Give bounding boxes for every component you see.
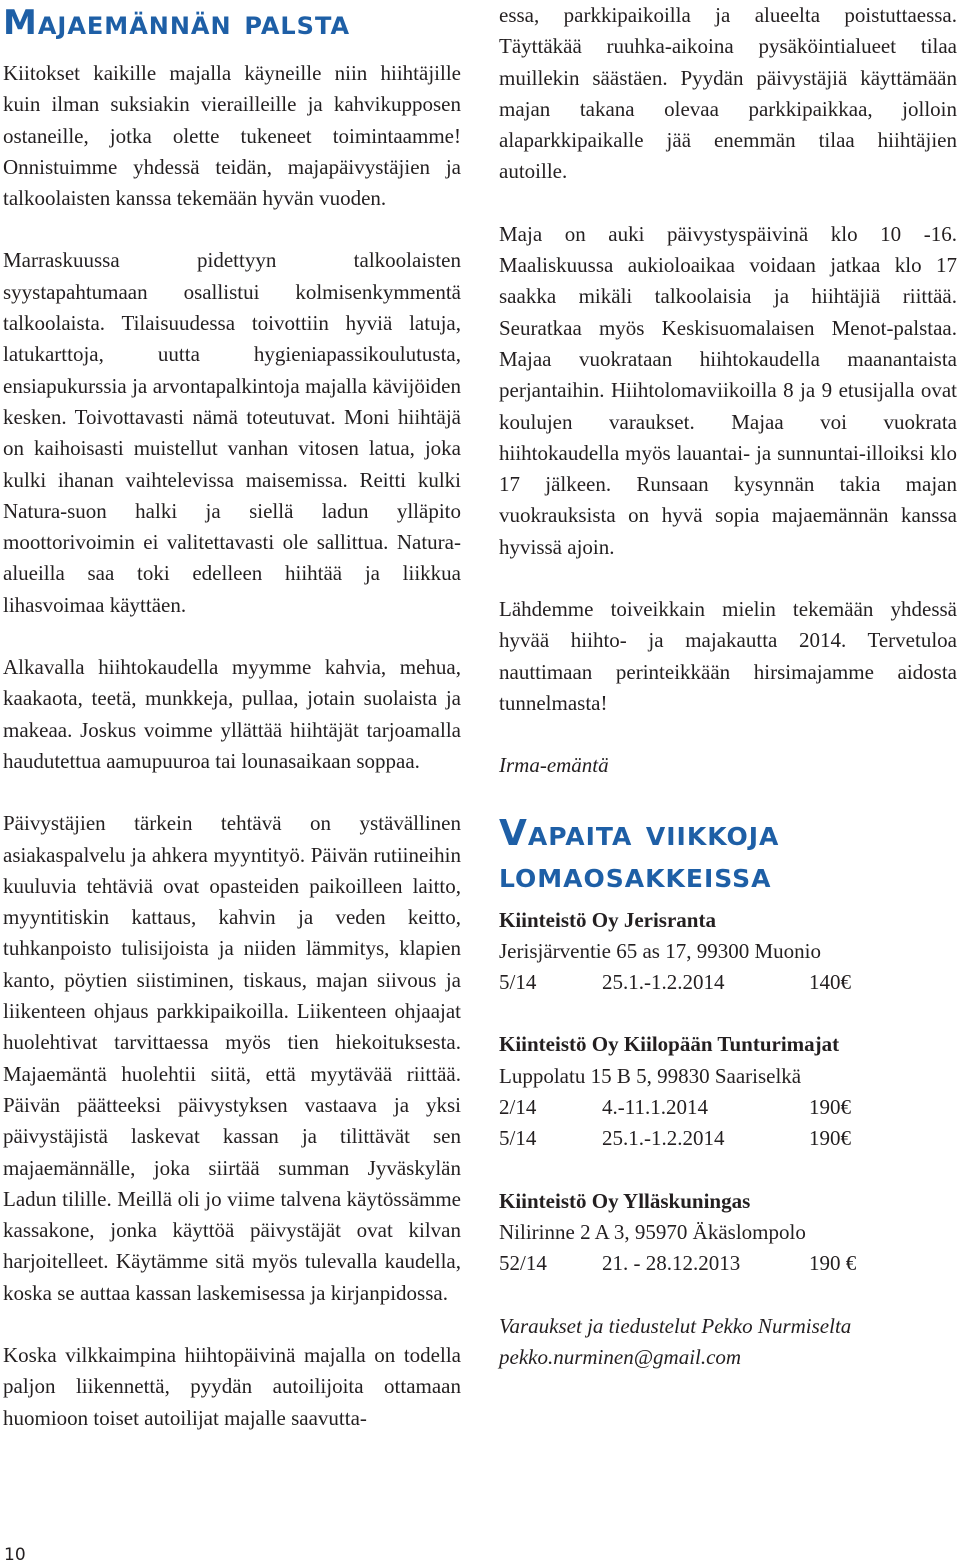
paragraph: Maja on auki päivystyspäivinä klo 10 -16. Maaliskuussa aukioloaikaa voidaan jatkaa klo 17 saakka mikäli talkoolaisia ja hiihtäjiä riittää. Seuratkaa myös Keskisuomalaisen Menot-palstaa. Majaa vuokrataan hiihtokaudella maanantaista perjantaihin. Hiihtolomaviikoilla 8 ja 9 etusijalla ovat koulujen varaukset. Majaa voi vuokrata hiihtokaudella myös lauantai- ja sunnuntai-illoiksi klo 17 jälkeen. Runsaan kysynnän takia majan vuokrauksista on hyvä sopia majaemännän kanssa hyvissä ajoin. [499,221,957,559]
column-heading: Majaemännän palsta [3,3,351,43]
property-address: Jerisjärventie 65 as 17, 99300 Muonio [499,938,821,963]
week-dates: 25.1.-1.2.2014 [602,1126,725,1151]
week-number: 52/14 [499,1251,547,1276]
left-column [3,0,461,1465]
week-number: 2/14 [499,1095,537,1120]
property-listing [499,1029,957,1154]
week-dates: 4.-11.1.2014 [602,1095,708,1120]
week-row [499,1123,957,1154]
property-name: Kiinteistö Oy Ylläskuningas [499,1188,751,1213]
week-dates: 21. - 28.12.2013 [602,1251,741,1276]
page-number: 10 [4,1545,26,1565]
property-address: Nilirinne 2 A 3, 95970 Äkäslompolo [499,1219,806,1244]
week-price: 190€ [809,1126,851,1151]
property-name: Kiinteistö Oy Kiilopään Tunturimajat [499,1032,840,1057]
week-row [499,967,957,998]
paragraph: essa, parkkipaikoilla ja alueelta poistuttaessa. Täyttäkää ruuhka-aikoina pysäköintialueet tilaa muillekin säästäen. Pyydän päivystäjiä käyttämään majan takana olevaa parkkipaikkaa, jolloin alaparkkipaikalle jää enemmän tilaa hiihtäjien autoille. [499,3,957,184]
week-price: 190 € [809,1251,857,1276]
paragraph: Marraskuussa pidettyyn talkoolaisten syystapahtumaan osallistui kolmisenkymmentä talkoolaista. Tilaisuudessa toivottiin hyviä latuja, latukarttoja, uutta hygieniapassikoulutusta, ensiapukurssia ja arvontapalkintoja majalla kävijöiden kesken. Toivottavasti nämä toteutuvat. Moni hiihtäjä on kaihoisasti muistellut vanhan vitosen latua, joka kulki ihanan vaihtelevissa maisemissa. Reitti kulki Natura-suon halki ja siellä ladun ylläpito moottorivoimin ei valitettavasti ole sallittua. Natura-alueilla saa toki edelleen hiihtää ja liikkua lihasvoimaa käyttäen. [3,248,461,617]
section-heading: Vapaita viikkoja lomaosakkeissa [499,812,780,896]
week-row [499,1092,957,1123]
property-listing [499,905,957,999]
week-dates: 25.1.-1.2.2014 [602,970,725,995]
paragraph: Alkavalla hiihtokaudella myymme kahvia, mehua, kaakaota, teetä, munkkeja, pullaa, jotain suolaista ja makeaa. Joskus voimme yllättää hiihtäjät tarjoamalla haudutettua aamupuuroa tai lounasaikaan soppaa. [3,655,461,773]
contact-line: Varaukset ja tiedustelut Pekko Nurmiselta [499,1313,852,1338]
week-price: 190€ [809,1095,851,1120]
week-number: 5/14 [499,970,537,995]
right-column [499,0,957,1373]
contact-email[interactable]: pekko.nurminen@gmail.com [499,1344,742,1369]
week-price: 140€ [809,970,851,995]
week-row [499,1248,957,1279]
paragraph: Koska vilkkaimpina hiihtopäivinä majalla on todella paljon liikennettä, pyydän autoilijoita ottamaan huomioon toiset autoilijat majalle saavutta- [3,1342,461,1430]
paragraph: Lähdemme toiveikkain mielin tekemään yhdessä hyvää hiihto- ja majakautta 2014. Tervetuloa nauttimaan perinteikkään hirsimajamme aidosta tunnelmasta! [499,597,957,715]
property-name: Kiinteistö Oy Jerisranta [499,907,716,932]
property-address: Luppolatu 15 B 5, 99830 Saariselkä [499,1063,802,1088]
signature: Irma-emäntä [499,753,609,778]
week-number: 5/14 [499,1126,537,1151]
paragraph: Päivystäjien tärkein tehtävä on ystävällinen asiakaspalvelu ja ahkera myyntityö. Päivän rutiineihin kuuluvia tehtäviä ovat opasteiden paikoilleen laitto, myyntitiskin kattaus, kahvin ja veden keitto, tuhkanpoisto tulisijoista ja niiden lämmitys, klapien kanto, pöytien siistiminen, tiskaus, majan siivous ja liikenteen ohjaus parkkipaikoilla. Liikenteen ohjaajat huolehtivat tarvittaessa myös tien hiekoituksesta. Majaemäntä huolehtii siitä, että myytävää riittää. Päivän päätteeksi päivystyksen vastaava ja yksi päivystäjistä laskevat kassan ja tilittävät sen majaemännälle, joka siirtää summan Jyväskylän Ladun tilille. Meillä oli jo viime talvena käytössämme kassakone, jonka käyttöä päivystäjät ovat kilvan harjoitelleet. Käytämme sitä myös tulevalla kaudella, koska se auttaa kassan laskemisessa ja kirjanpidossa. [3,811,461,1305]
paragraph: Kiitokset kaikille majalla käyneille niin hiihtäjille kuin ilman suksiakin vierailleille ja kahvikupposen ostaneille, jotka olette tukeneet toimintaamme! Onnistuimme yhdessä teidän, majapäivystäjien ja talkoolaisten kanssa tekemään hyvän vuoden. [3,61,461,211]
property-listing [499,1186,957,1280]
